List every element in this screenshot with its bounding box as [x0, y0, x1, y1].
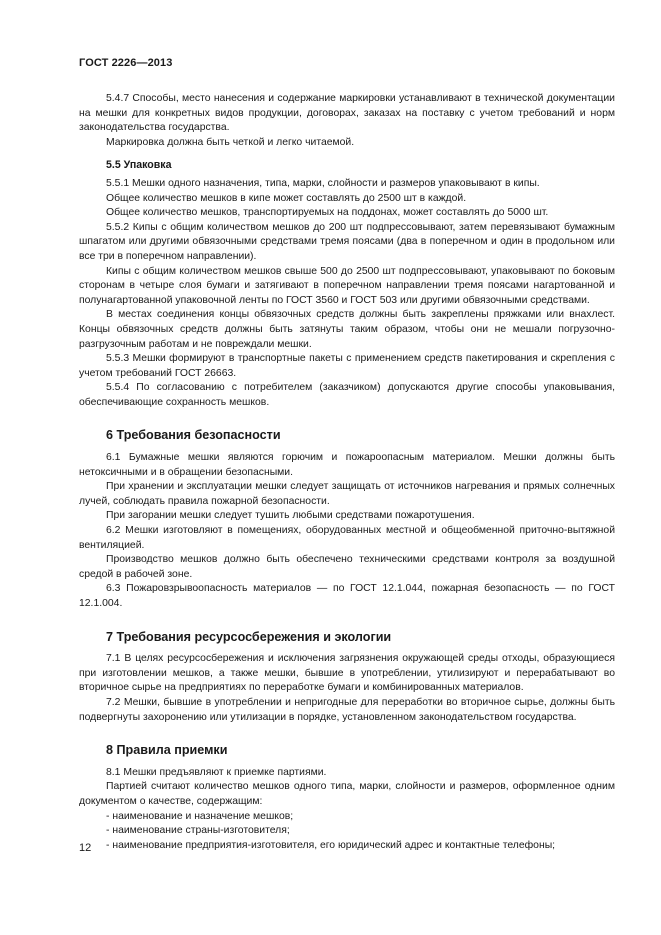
- paragraph-6-3: 6.3 Пожаровзрывоопасность материалов — по ГОСТ 12.1.044, пожарная безопасность — по ГОСТ 12.1.004.: [79, 583, 615, 609]
- paragraph-5-5-4: 5.5.4 По согласованию с потребителем (заказчиком) допускаются другие способы упаковывания, обеспечивающие сохранность мешков.: [79, 382, 615, 408]
- paragraph: Кипы с общим количеством мешков свыше 500 до 2500 шт подпрессовывают, упаковывают по боковым сторонам в четыре слоя бумаги и затягивают в поперечном направлении тремя поясами нагартованной и полунагартованной упаковочной ленты по ГОСТ 3560 и ГОСТ 503 или другими обвязочными средствами.: [79, 265, 615, 306]
- paragraph: Партией считают количество мешков одного типа, марки, слойности и размеров, оформленное одним документом о качестве, содержащим:: [79, 781, 615, 807]
- paragraph-5-5-1: 5.5.1 Мешки одного назначения, типа, марки, слойности и размеров упаковывают в кипы.: [106, 177, 540, 189]
- list-item: - наименование страны-изготовителя;: [106, 825, 290, 837]
- paragraph-7-1: 7.1 В целях ресурсосбережения и исключения загрязнения окружающей среды отходы, образующиеся при изготовлении мешков, а также мешки, бывшие в употреблении, утилизируют и перерабатывают во вторичное сырье на предприятиях по переработке бумаги и комбинированных материалов.: [79, 653, 615, 694]
- paragraph: Производство мешков должно быть обеспечено техническими средствами контроля за воздушной средой в рабочей зоне.: [79, 554, 615, 580]
- page-number: 12: [79, 842, 92, 854]
- paragraph: В местах соединения концы обвязочных средств должны быть закреплены пряжками или внахлест. Концы обвязочных средств должны быть затянуты таким образом, чтобы они не мешали погрузочно-разгрузочным работам и не повреждали мешки.: [79, 309, 615, 350]
- paragraph-5-5-2: 5.5.2 Кипы с общим количеством мешков до 200 шт подпрессовывают, затем перевязывают бумажным шпагатом или другими обвязочными средствами тремя поясами (два в поперечном и один в продольном или все три в поперечном направлении).: [79, 221, 615, 262]
- list-item: - наименование предприятия-изготовителя, его юридический адрес и контактные телефоны;: [106, 839, 556, 851]
- paragraph-6-2: 6.2 Мешки изготовляют в помещениях, оборудованных местной и общеобменной приточно-вытяжной вентиляцией.: [79, 525, 615, 551]
- paragraph: При загорании мешки следует тушить любыми средствами пожаротушения.: [106, 510, 475, 522]
- section-5-5-heading: 5.5 Упаковка: [106, 159, 172, 172]
- section-8-heading: 8 Правила приемки: [106, 743, 228, 758]
- paragraph-marking-note: Маркировка должна быть четкой и легко читаемой.: [106, 136, 355, 148]
- paragraph-5-4-7: 5.4.7 Способы, место нанесения и содержание маркировки устанавливают в технической документации на мешки для конкретных видов продукции, договорах, заказах на поставку с учетом требований и норм законодательства государства.: [79, 93, 615, 134]
- document-code: ГОСТ 2226—2013: [79, 57, 173, 69]
- paragraph-6-1: 6.1 Бумажные мешки являются горючим и пожароопасным материалом. Мешки должны быть нетоксичными и в обращении безопасными.: [79, 452, 615, 478]
- paragraph: Общее количество мешков в кипе может составлять до 2500 шт в каждой.: [106, 192, 467, 204]
- section-6-heading: 6 Требования безопасности: [106, 428, 281, 443]
- paragraph: Общее количество мешков, транспортируемых на поддонах, может составлять до 5000 шт.: [106, 207, 549, 219]
- paragraph-7-2: 7.2 Мешки, бывшие в употреблении и непригодные для переработки во вторичное сырье, должны быть подвергнуты захоронению или утилизации в порядке, установленном законодательством государства.: [79, 696, 615, 723]
- paragraph-5-5-3: 5.5.3 Мешки формируют в транспортные пакеты с применением средств пакетирования и скрепления с учетом требований ГОСТ 26663.: [79, 353, 615, 379]
- paragraph-8-1: 8.1 Мешки предъявляют к приемке партиями.: [106, 766, 327, 778]
- paragraph: При хранении и эксплуатации мешки следует защищать от источников нагревания и прямых солнечных лучей, соблюдать правила пожарной безопасности.: [79, 481, 615, 507]
- list-item: - наименование и назначение мешков;: [106, 810, 294, 822]
- document-body: [79, 92, 615, 853]
- section-7-heading: 7 Требования ресурсосбережения и экологии: [106, 629, 392, 644]
